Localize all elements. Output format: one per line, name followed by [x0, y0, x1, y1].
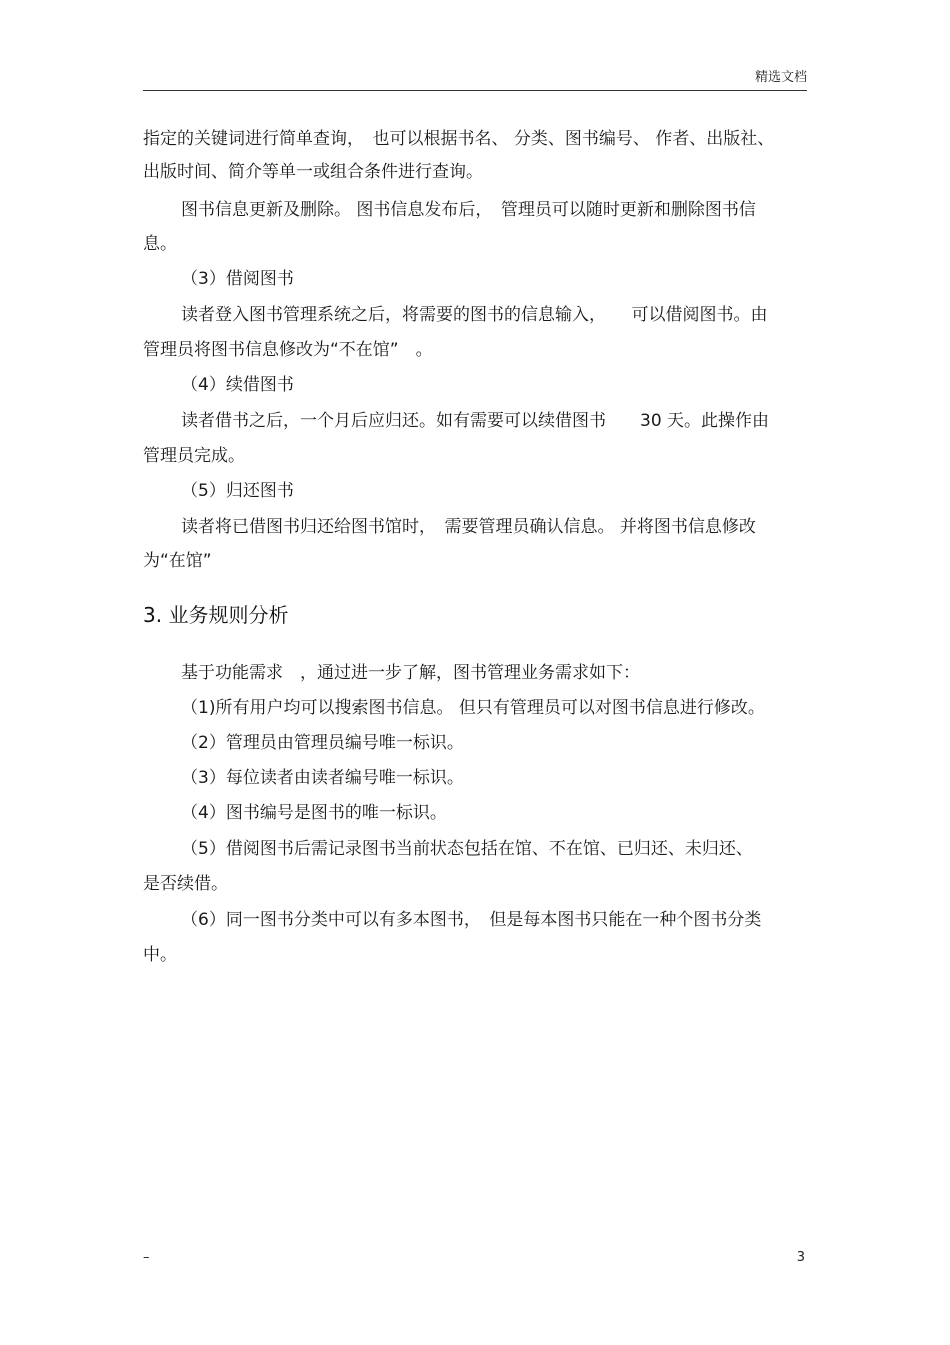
page-number: 3: [796, 1250, 805, 1265]
rules-line: 基于功能需求 ，通过进一步了解，图书管理业务需求如下：: [181, 663, 640, 683]
rules-line: （4）图书编号是图书的唯一标识。: [181, 803, 447, 823]
body-line: 管理员完成。: [143, 446, 245, 466]
subheading: （4）续借图书: [181, 375, 294, 395]
rules-line: 中。: [143, 945, 177, 965]
body-line: 指定的关键词进行简单查询， 也可以根据书名、 分类、图书编号、 作者、出版社、: [143, 129, 775, 149]
body-line: 读者登入图书管理系统之后，将需要的图书的信息输入， 可以借阅图书。由: [181, 305, 768, 325]
rules-line: （3）每位读者由读者编号唯一标识。: [181, 768, 464, 788]
body-line: 为“在馆”: [143, 551, 212, 571]
header-label: 精选文档: [754, 70, 807, 85]
subheading: （5）归还图书: [181, 481, 294, 501]
rules-line: （2）管理员由管理员编号唯一标识。: [181, 733, 464, 753]
body-line: 读者将已借图书归还给图书馆时， 需要管理员确认信息。 并将图书信息修改: [181, 517, 756, 537]
body-line: 息。: [143, 234, 177, 254]
rules-line: （1)所有用户均可以搜索图书信息。 但只有管理员可以对图书信息进行修改。: [181, 698, 765, 718]
rules-line: 是否续借。: [143, 874, 228, 894]
body-line: 出版时间、简介等单一或组合条件进行查询。: [143, 162, 483, 182]
footer-dash: –: [143, 1250, 150, 1265]
body-line: 管理员将图书信息修改为“不在馆” 。: [143, 340, 433, 360]
rules-line: （6）同一图书分类中可以有多本图书， 但是每本图书只能在一种个图书分类: [181, 910, 762, 930]
rules-line: （5）借阅图书后需记录图书当前状态包括在馆、不在馆、已归还、未归还、: [181, 839, 753, 859]
body-line: 图书信息更新及删除。 图书信息发布后， 管理员可以随时更新和删除图书信: [181, 200, 756, 220]
body-line: 读者借书之后，一个月后应归还。如有需要可以续借图书 30 天。此操作由: [181, 411, 770, 431]
header-rule: [143, 90, 807, 91]
subheading: （3）借阅图书: [181, 269, 294, 289]
section-heading: 3. 业务规则分析: [143, 603, 289, 627]
